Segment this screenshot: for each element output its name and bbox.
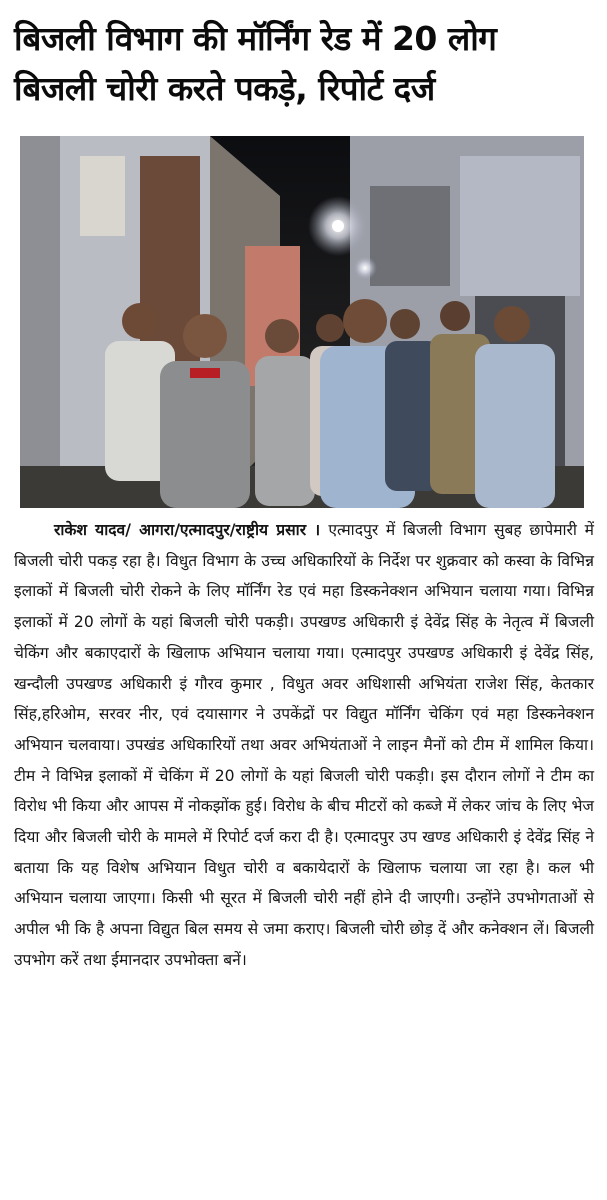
article-text: एत्मादपुर में बिजली विभाग सुबह छापेमारी में बिजली चोरी पकड़ रहा है। विधुत विभाग के उच्च अधिकारियों के निर्देश पर शुक्रवार को कस्वा के विभिन्न इलाकों में बिजली चोरी रोकने के लिए मॉर्निंग रेड एवं महा डिस्कनेक्शन अभियान चलाया गया। विभिन्न इलाकों में 20 लोगों के यहां बिजली चोरी पकड़ी। उपखण्ड अधिकारी इं देवेंद्र सिंह के नेतृत्व में बिजली चेकिंग और बकाएदारों के खिलाफ अभियान चलाया गया। एत्मादपुर उपखण्ड अधिकारी इं देवेंद्र सिंह, खन्दौली उपखण्ड अधिकारी इं गौरव कुमार , विधुत अवर अधिशासी अभियंता राजेश सिंह, केतकार सिंह,हरिओम, सरवर नीर, एवं दयासागर ने उपकेंद्रों पर विद्युत मॉर्निंग चेकिंग एवं महा डिस्कनेक्शन अभियान चलवाया। उपखंड अधिकारियों तथा अवर अभियंताओं ने लाइन मैनों को टीम में शामिल किया। टीम ने विभिन्न इलाकों में चेकिंग में 20 लोगों के यहां बिजली चोरी पकड़ी। इस दौरान लोगों ने टीम का विरोध भी किया और आपस में नोकझोंक हुई। विरोध के बीच मीटरों को कब्जे में लेकर जांच के लिए भेज दिया और बिजली चोरी के मामले में रिपोर्ट दर्ज करा दी है। एत्मादपुर उप खण्ड अधिकारी इं देवेंद्र सिंह ने बताया कि यह विशेष अभियान विधुत चोरी व बकायेदारों के खिलाफ चलाया जा रहा है। कल भी अभियान चलाया जाएगा। किसी भी सूरत में बिजली चोरी नहीं होने दी जाएगी। उन्होंने उपभोगताओं से अपील भी कि है अपना विद्युत बिल समय से जमा कराए। बिजली चोरी छोड़ दें और कनेक्शन लें। बिजली उपभोग करें तथा ईमानदार उपभोक्ता बनें। xyxy=(14,521,594,969)
headline-line-1: बिजली विभाग की मॉर्निंग रेड में 20 लोग xyxy=(14,19,497,58)
headline-line-2: बिजली चोरी करते पकड़े, रिपोर्ट दर्ज xyxy=(14,69,435,108)
article-body xyxy=(14,515,594,976)
news-photo xyxy=(20,136,584,508)
byline: राकेश यादव/ आगरा/एत्मादपुर/राष्ट्रीय प्रसार । xyxy=(54,521,329,539)
street-scene-illustration xyxy=(20,136,584,508)
headline xyxy=(14,14,594,114)
